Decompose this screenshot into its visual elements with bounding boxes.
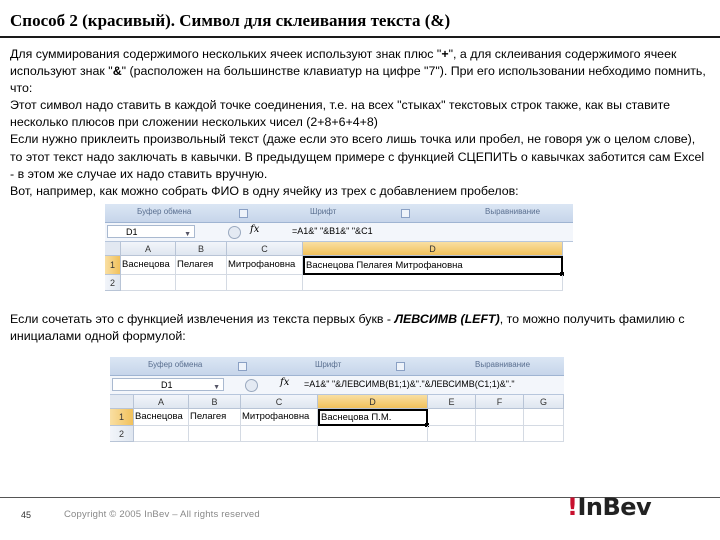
row-header: 2 (105, 275, 121, 291)
fx-icon: fx (250, 224, 260, 235)
ribbon-group-clipboard: Буфер обмена (148, 360, 203, 369)
cell (476, 409, 524, 426)
dialog-launcher-icon (396, 362, 405, 371)
select-all-corner (105, 242, 121, 256)
cell-c1: Митрофановна (227, 256, 303, 275)
ribbon-group-font: Шрифт (310, 207, 337, 216)
intro-paragraph (10, 46, 710, 200)
row-header: 1 (110, 409, 134, 426)
cell-c1: Митрофановна (241, 409, 318, 426)
text-segment: Для суммирования содержимого нескольких ячеек используют знак плюс " (10, 47, 442, 61)
cell (476, 426, 524, 442)
text-segment: Вот, например, как можно собрать ФИО в одну ячейку из трех с добавлением пробелов: (10, 183, 519, 198)
page-number: 45 (21, 510, 32, 520)
column-header: C (241, 395, 318, 409)
ribbon-group-font: Шрифт (315, 360, 342, 369)
formula-text: =A1&" "&B1&" "&C1 (292, 226, 373, 236)
cell (524, 426, 564, 442)
cell (134, 426, 189, 442)
title-underline (0, 36, 720, 38)
column-header: A (134, 395, 189, 409)
ribbon-strip (105, 204, 573, 223)
cell (303, 275, 563, 291)
text-segment: ", а для склеивания содержимого ячеек используют знак " (10, 47, 677, 79)
column-header: B (189, 395, 241, 409)
cell-b1: Пелагея (189, 409, 241, 426)
chevron-down-icon: ▼ (184, 231, 191, 238)
row-header: 1 (105, 256, 121, 275)
cell (189, 426, 241, 442)
text-segment: Этот символ надо ставить в каждой точке соединения, т.е. на всех "стыках" текстовых строк также, как вы ставите несколько плюсов при сложении нескольких чисел (2+8+6+4+8) (10, 98, 670, 130)
cell (241, 426, 318, 442)
cell (227, 275, 303, 291)
cell-b1: Пелагея (176, 256, 227, 275)
cell (428, 409, 476, 426)
dialog-launcher-icon (239, 209, 248, 218)
fx-icon: fx (280, 377, 290, 388)
excel-screenshot-concat (105, 204, 573, 291)
second-paragraph (10, 311, 710, 345)
cell-d1-active: Васнецова П.М. (318, 409, 428, 426)
formula-bar (110, 376, 564, 395)
cell (176, 275, 227, 291)
cell (121, 275, 176, 291)
excel-screenshot-initials (110, 357, 564, 442)
name-box-value: D1 (126, 227, 138, 237)
cancel-icon (245, 379, 258, 392)
cell (428, 426, 476, 442)
column-header: D (303, 242, 563, 256)
cancel-icon (228, 226, 241, 239)
name-box (107, 225, 195, 238)
column-header: C (227, 242, 303, 256)
ribbon-strip (110, 357, 564, 376)
column-header: F (476, 395, 524, 409)
ribbon-group-alignment: Выравнивание (485, 207, 541, 216)
cell (524, 409, 564, 426)
plus-sign: + (441, 47, 449, 61)
dialog-launcher-icon (238, 362, 247, 371)
column-header: G (524, 395, 564, 409)
column-header: D (318, 395, 428, 409)
chevron-down-icon: ▼ (213, 384, 220, 391)
column-header: E (428, 395, 476, 409)
inbev-logo (567, 493, 651, 521)
ribbon-group-clipboard: Буфер обмена (137, 207, 192, 216)
formula-text: =A1&" "&ЛЕВСИМВ(B1;1)&"."&ЛЕВСИМВ(C1;1)&"." (304, 379, 515, 389)
function-name: ЛЕВСИМВ (LEFT) (394, 312, 500, 326)
text-segment: Если нужно приклеить произвольный текст (даже если это всего лишь точка или пробел, не говоря уж о целом слове), то этот текст надо заключать в кавычки. В предыдущем примере с функцией СЦЕПИТЬ о кавычках заботится сам Excel - в этом же случае их надо ставить вручную. (10, 132, 705, 181)
ribbon-group-alignment: Выравнивание (475, 360, 531, 369)
dialog-launcher-icon (401, 209, 410, 218)
copyright-notice: Copyright © 2005 InBev – All rights reserved (64, 509, 260, 520)
column-header: A (121, 242, 176, 256)
cell-a1: Васнецова (134, 409, 189, 426)
name-box-value: D1 (161, 380, 173, 390)
text-segment: Если сочетать это с функцией извлечения из текста первых букв - (10, 312, 395, 326)
cell (318, 426, 428, 442)
ampersand-sign: & (112, 64, 122, 79)
logo-text: InBev (577, 493, 652, 521)
row-header: 2 (110, 426, 134, 442)
slide-title: Способ 2 (красивый). Символ для склеивания текста (&) (10, 11, 451, 30)
text-segment: , то можно получить фамилию с инициалами одной формулой: (10, 312, 685, 344)
formula-bar (105, 223, 573, 242)
logo-mark: ! (567, 493, 578, 521)
select-all-corner (110, 395, 134, 409)
column-header: B (176, 242, 227, 256)
name-box (112, 378, 224, 391)
cell-d1-active: Васнецова Пелагея Митрофановна (303, 256, 563, 275)
cell-a1: Васнецова (121, 256, 176, 275)
text-segment: " (расположен на большинстве клавиатур на цифре "7"). При его использовании небходимо помнить, что: (10, 64, 706, 96)
